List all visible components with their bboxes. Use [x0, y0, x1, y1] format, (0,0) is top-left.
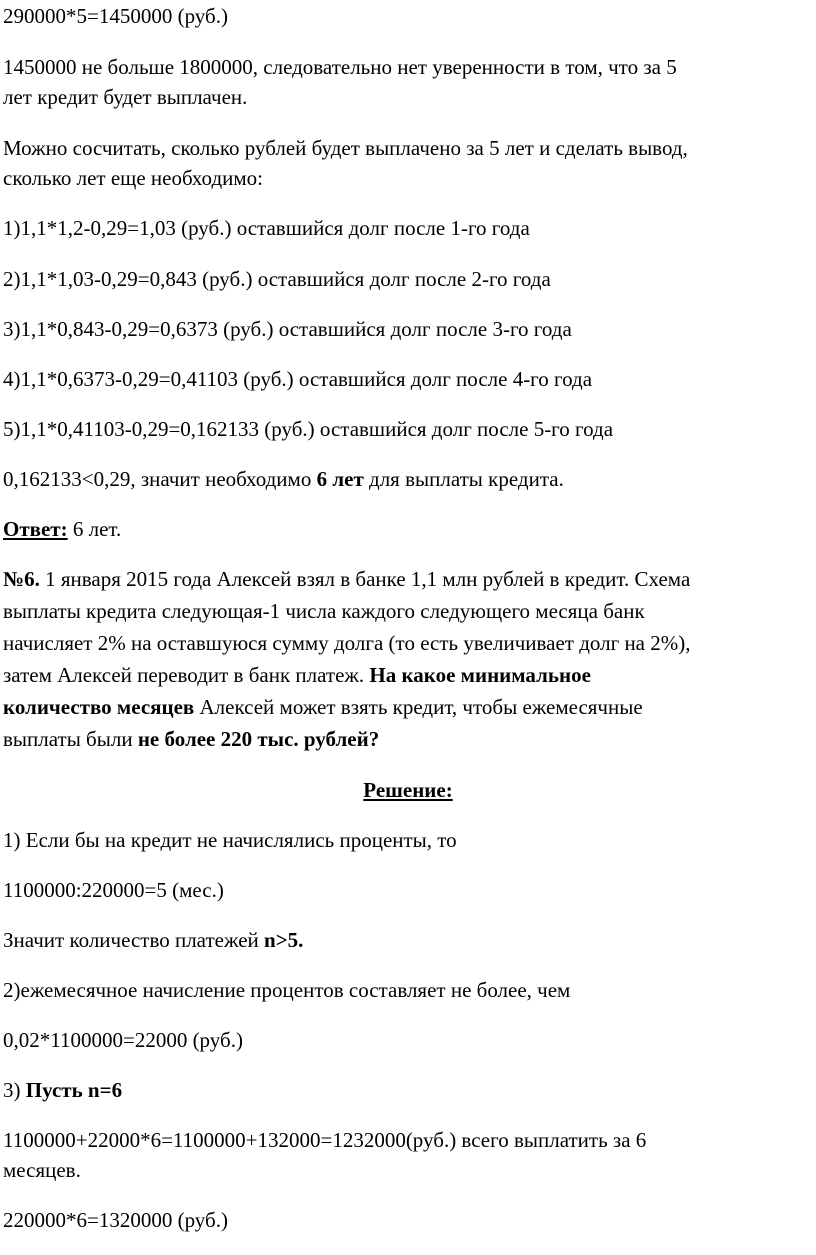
- text-span: 4)1,1*0,6373-0,29=0,41103 (руб.) оставшийся долг после 4-го года: [3, 367, 593, 391]
- text-span: 1 января 2015 года Алексей взял в банке 1,1 млн рублей в кредит. Схема: [39, 567, 691, 591]
- text-line-conclusion-2: [3, 82, 813, 112]
- solution-step-3-total: [3, 1205, 813, 1235]
- bold-span: 6 лет: [316, 467, 364, 491]
- solution-step-1: [3, 825, 813, 855]
- text-span: Можно сосчитать, сколько рублей будет выплачено за 5 лет и сделать вывод,: [3, 136, 688, 160]
- text-span: 1100000:220000=5 (мес.): [3, 878, 224, 902]
- solution-step-1-calc: [3, 875, 813, 905]
- bold-span: не более 220 тыс. рублей?: [137, 727, 380, 751]
- bold-span: количество месяцев: [3, 695, 195, 719]
- step-year-3: [3, 314, 813, 344]
- text-span: 3)1,1*0,843-0,29=0,6373 (руб.) оставшийся долг после 3-го года: [3, 317, 572, 341]
- text-span: сколько лет еще необходимо:: [3, 166, 263, 190]
- problem-number: №6.: [3, 567, 40, 591]
- solution-step-3: [3, 1075, 813, 1105]
- text-span: лет кредит будет выплачен.: [3, 85, 248, 109]
- text-span: 1)1,1*1,2-0,29=1,03 (руб.) оставшийся долг после 1-го года: [3, 216, 530, 240]
- text-span: 220000*6=1320000 (руб.): [3, 1208, 228, 1232]
- text-span: 5)1,1*0,41103-0,29=0,162133 (руб.) оставшийся долг после 5-го года: [3, 417, 614, 441]
- text-span: 0,02*1100000=22000 (руб.): [3, 1028, 243, 1052]
- text-span: выплаты были: [3, 727, 138, 751]
- text-span: начисляет 2% на оставшуюся сумму долга (то есть увеличивает долг на 2%),: [3, 631, 691, 655]
- step-year-4: [3, 364, 813, 394]
- text-span: Значит количество платежей: [3, 928, 265, 952]
- problem-6-line-5: [3, 692, 813, 722]
- answer-line: [3, 514, 813, 544]
- text-span: 1450000 не больше 1800000, следовательно нет уверенности в том, что за 5: [3, 55, 677, 79]
- solution-step-2-calc: [3, 1025, 813, 1055]
- text-span: 0,162133<0,29, значит необходимо: [3, 467, 317, 491]
- step-year-2: [3, 264, 813, 294]
- answer-value: 6 лет.: [67, 517, 122, 541]
- solution-step-3-calc-1: [3, 1125, 813, 1155]
- solution-heading: [0, 775, 816, 805]
- text-span: выплаты кредита следующая-1 числа каждого следующего месяца банк: [3, 599, 645, 623]
- text-span: месяцев.: [3, 1158, 81, 1182]
- problem-6-line-4: [3, 660, 813, 690]
- solution-step-2: [3, 975, 813, 1005]
- text-line-calc-total: [3, 1, 813, 31]
- solution-step-1-conclusion: [3, 925, 813, 955]
- step-year-5: [3, 414, 813, 444]
- text-span: 1) Если бы на кредит не начислялись проценты, то: [3, 828, 457, 852]
- text-line-count-1: [3, 133, 813, 163]
- text-span: 3): [3, 1078, 26, 1102]
- problem-6-line-3: [3, 628, 813, 658]
- problem-6-line-2: [3, 596, 813, 626]
- solution-step-3-calc-2: [3, 1155, 813, 1185]
- text-line-count-2: [3, 163, 813, 193]
- text-span: 1100000+22000*6=1100000+132000=1232000(руб.) всего выплатить за 6: [3, 1128, 647, 1152]
- text-span: 290000*5=1450000 (руб.): [3, 4, 228, 28]
- text-line-conclusion-1: [3, 52, 813, 82]
- answer-label: Ответ:: [3, 517, 68, 541]
- bold-span: На какое минимальное: [369, 663, 591, 687]
- bold-span: n>5.: [264, 928, 304, 952]
- bold-span: Пусть n=6: [25, 1078, 123, 1102]
- text-line-final-conclusion: [3, 464, 813, 494]
- text-span: 2)ежемесячное начисление процентов составляет не более, чем: [3, 978, 571, 1002]
- heading-text: Решение:: [363, 778, 453, 802]
- problem-6-line-1: [3, 564, 813, 594]
- step-year-1: [3, 213, 813, 243]
- text-span: для выплаты кредита.: [363, 467, 564, 491]
- text-span: затем Алексей переводит в банк платеж.: [3, 663, 370, 687]
- text-span: Алексей может взять кредит, чтобы ежемесячные: [194, 695, 643, 719]
- problem-6-line-6: [3, 724, 813, 754]
- text-span: 2)1,1*1,03-0,29=0,843 (руб.) оставшийся долг после 2-го года: [3, 267, 551, 291]
